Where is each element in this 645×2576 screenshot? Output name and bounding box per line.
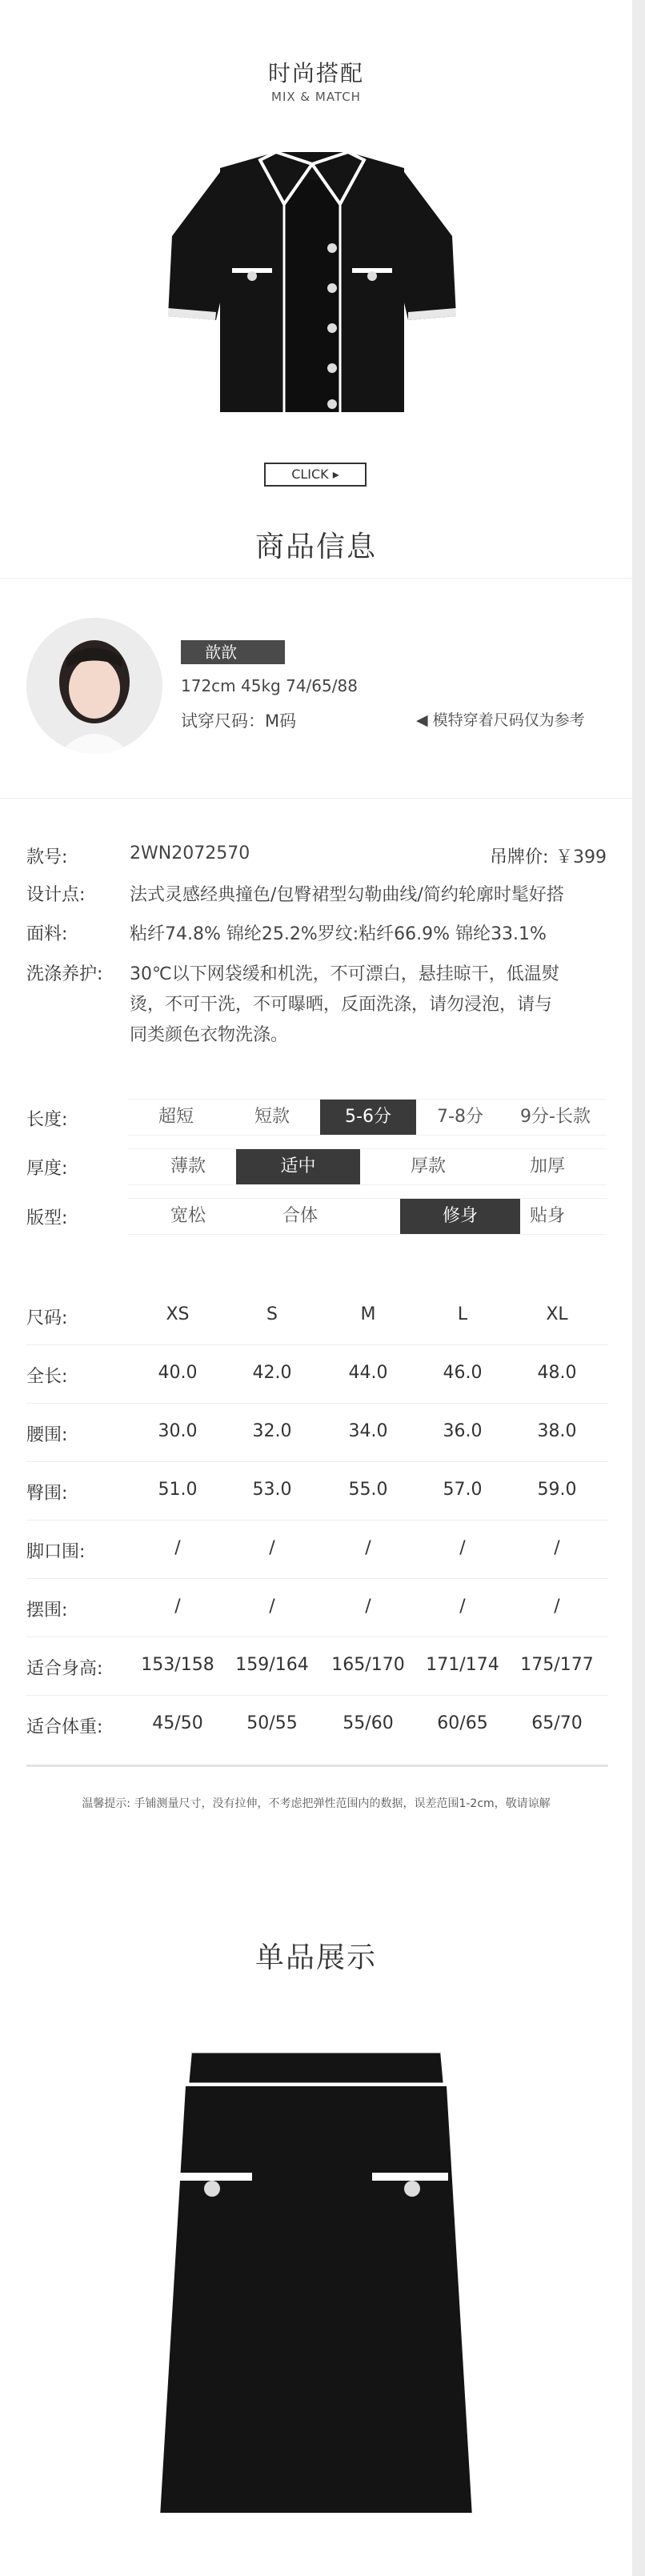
care-label: 洗涤养护: bbox=[26, 964, 103, 984]
style-no-value: 2WN2072570 bbox=[130, 843, 250, 863]
size-cell: / bbox=[365, 1596, 371, 1617]
size-cell: 159/164 bbox=[235, 1655, 309, 1675]
size-row-label: 摆围: bbox=[26, 1600, 68, 1621]
length-option[interactable]: 超短 bbox=[158, 1107, 194, 1127]
thickness-option[interactable]: 薄款 bbox=[170, 1156, 206, 1176]
design-label: 设计点: bbox=[26, 885, 86, 905]
skirt-image[interactable] bbox=[128, 2045, 504, 2525]
size-cell: 30.0 bbox=[158, 1421, 198, 1441]
size-cell: 40.0 bbox=[158, 1363, 198, 1383]
match-title: 时尚搭配 bbox=[267, 60, 364, 86]
divider bbox=[0, 578, 632, 579]
size-cell: / bbox=[174, 1538, 181, 1558]
model-trial-size: 试穿尺码：M码 bbox=[181, 711, 297, 731]
match-subtitle: MIX & MATCH bbox=[271, 90, 361, 104]
size-cell: 165/170 bbox=[331, 1655, 405, 1675]
length-option[interactable]: 9分-长款 bbox=[520, 1107, 591, 1127]
size-cell: 51.0 bbox=[158, 1480, 198, 1500]
size-tip: 温馨提示: 手铺测量尺寸，没有拉伸，不考虑把弹性范围内的数据，误差范围1-2cm，敬请谅解 bbox=[82, 1797, 551, 1810]
size-cell: / bbox=[365, 1538, 371, 1558]
size-cell: 59.0 bbox=[537, 1480, 577, 1500]
size-header: L bbox=[457, 1304, 468, 1324]
fit-option-selected[interactable]: 修身 bbox=[400, 1199, 520, 1234]
divider bbox=[26, 1578, 608, 1579]
info-title: 商品信息 bbox=[254, 531, 377, 563]
size-cell: / bbox=[269, 1538, 275, 1558]
size-cell: 175/177 bbox=[520, 1655, 594, 1675]
style-no-label: 款号: bbox=[26, 847, 68, 867]
size-cell: 53.0 bbox=[252, 1480, 292, 1500]
size-header: M bbox=[360, 1304, 376, 1324]
size-cell: 36.0 bbox=[443, 1421, 483, 1441]
cardigan-image[interactable] bbox=[164, 148, 460, 416]
thickness-option[interactable]: 厚款 bbox=[410, 1156, 446, 1176]
thickness-label: 厚度: bbox=[26, 1159, 68, 1179]
divider bbox=[26, 1695, 608, 1696]
fit-option[interactable]: 宽松 bbox=[170, 1206, 206, 1226]
size-header: S bbox=[266, 1304, 278, 1324]
size-cell: 153/158 bbox=[141, 1655, 214, 1675]
fit-option[interactable]: 合体 bbox=[282, 1206, 318, 1226]
model-avatar bbox=[26, 618, 162, 754]
size-row-label: 适合体重: bbox=[26, 1717, 103, 1737]
design-value: 法式灵感经典撞色/包臀裙型勾勒曲线/简约轮廓时髦好搭 bbox=[130, 885, 564, 905]
length-option-selected[interactable]: 5-6分 bbox=[320, 1100, 416, 1135]
size-cell: / bbox=[459, 1596, 466, 1617]
size-cell: 55.0 bbox=[348, 1480, 388, 1500]
size-cell: / bbox=[554, 1596, 560, 1617]
click-button[interactable]: CLICK ▸ bbox=[264, 463, 367, 487]
fabric-label: 面料: bbox=[26, 924, 68, 944]
size-cell: 50/55 bbox=[246, 1713, 298, 1733]
size-cell: 55/60 bbox=[343, 1713, 394, 1733]
size-cell: / bbox=[459, 1538, 466, 1558]
fit-label: 版型: bbox=[26, 1208, 68, 1228]
size-cell: 32.0 bbox=[252, 1421, 292, 1441]
fabric-value: 粘纤74.8% 锦纶25.2%罗纹:粘纤66.9% 锦纶33.1% bbox=[130, 924, 547, 944]
size-cell: 38.0 bbox=[537, 1421, 577, 1441]
thickness-option-selected[interactable]: 适中 bbox=[236, 1149, 360, 1184]
length-label: 长度: bbox=[26, 1110, 68, 1130]
divider bbox=[26, 1344, 608, 1345]
size-cell: 45/50 bbox=[152, 1713, 203, 1733]
page-scrollbar[interactable] bbox=[632, 0, 645, 2576]
care-line: 烫，不可干洗，不可曝晒，反面洗涤，请勿浸泡，请与 bbox=[130, 995, 553, 1015]
length-option[interactable]: 7-8分 bbox=[437, 1107, 483, 1127]
size-row-label: 全长: bbox=[26, 1367, 68, 1387]
care-line: 30℃以下网袋缓和机洗，不可漂白，悬挂晾干，低温熨 bbox=[130, 964, 559, 984]
size-cell: 42.0 bbox=[252, 1363, 292, 1383]
divider bbox=[26, 1461, 608, 1462]
divider bbox=[0, 798, 632, 799]
price-label: 吊牌价: bbox=[490, 847, 549, 867]
size-cell: 171/174 bbox=[426, 1655, 499, 1675]
size-cell: 57.0 bbox=[443, 1480, 483, 1500]
size-cell: / bbox=[174, 1596, 181, 1617]
model-name: 歆歆 bbox=[181, 640, 285, 664]
care-line: 同类颜色衣物洗涤。 bbox=[130, 1025, 289, 1045]
length-option[interactable]: 短款 bbox=[254, 1107, 290, 1127]
size-cell: 46.0 bbox=[443, 1363, 483, 1383]
size-cell: 65/70 bbox=[531, 1713, 583, 1733]
size-cell: 34.0 bbox=[348, 1421, 388, 1441]
size-cell: / bbox=[269, 1596, 275, 1617]
size-cell: 48.0 bbox=[537, 1363, 577, 1383]
display-title: 单品展示 bbox=[254, 1941, 377, 1974]
size-header: XL bbox=[546, 1304, 568, 1324]
thickness-option[interactable]: 加厚 bbox=[529, 1156, 565, 1176]
thickness-options bbox=[128, 1148, 607, 1185]
size-row-label: 脚口围: bbox=[26, 1542, 86, 1562]
model-stats: 172cm 45kg 74/65/88 bbox=[181, 676, 358, 695]
length-options bbox=[128, 1099, 607, 1136]
divider bbox=[26, 1403, 608, 1404]
size-row-label: 臀围: bbox=[26, 1484, 68, 1504]
size-row-label: 腰围: bbox=[26, 1425, 68, 1445]
size-header-label: 尺码: bbox=[26, 1308, 68, 1328]
fit-options bbox=[128, 1198, 607, 1235]
table-bottom-rule bbox=[26, 1765, 608, 1767]
size-cell: / bbox=[554, 1538, 560, 1558]
price-value: ￥399 bbox=[555, 847, 607, 867]
size-row-label: 适合身高: bbox=[26, 1659, 103, 1679]
model-note: ◀ 模特穿着尺码仅为参考 bbox=[416, 711, 585, 729]
size-cell: 44.0 bbox=[348, 1363, 388, 1383]
size-header: XS bbox=[166, 1304, 190, 1324]
fit-option[interactable]: 贴身 bbox=[529, 1206, 565, 1226]
size-cell: 60/65 bbox=[437, 1713, 488, 1733]
